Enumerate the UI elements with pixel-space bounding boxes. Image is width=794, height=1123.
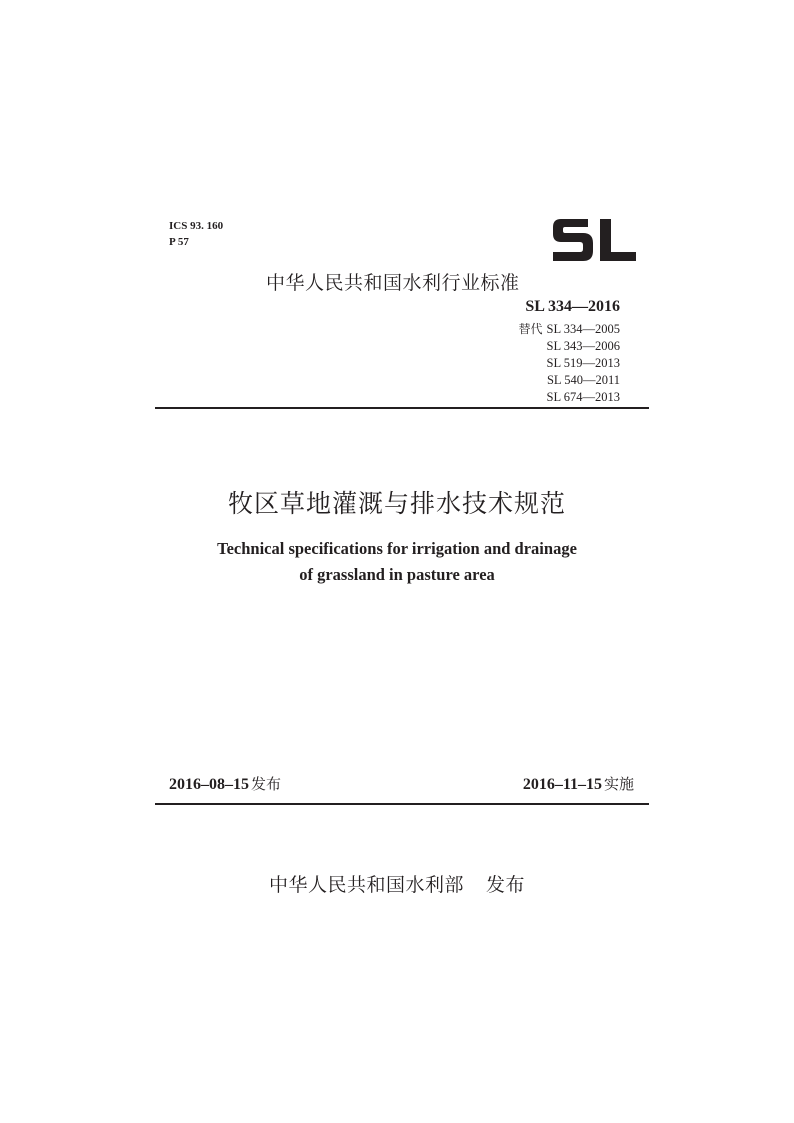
issue-date: [169, 773, 281, 794]
english-title-line: of grassland in pasture area: [299, 565, 495, 584]
replaced-standard: SL 674—2013: [546, 390, 620, 404]
replaces-label: 替代: [518, 322, 543, 336]
implementation-label: 实施: [603, 775, 634, 793]
classification-codes: [169, 218, 223, 250]
top-divider: [155, 407, 649, 409]
replaced-standard: 替代 SL 334—2005: [518, 322, 620, 336]
ics-code: ICS 93. 160: [169, 220, 224, 232]
issue-date-value: 2016–08–15: [169, 776, 249, 793]
bottom-divider: [155, 803, 649, 805]
implementation-date-value: 2016–11–15: [522, 776, 602, 793]
chinese-title: 牧区草地灌溉与排水技术规范: [227, 489, 566, 518]
publish-label: 发布: [486, 874, 526, 896]
ccs-code: P 57: [169, 236, 189, 248]
issue-label: 发布: [251, 775, 282, 793]
replaced-standards: [518, 321, 620, 406]
replaced-standard: SL 540—2011: [546, 373, 620, 387]
publisher: [0, 870, 794, 897]
standard-class-title: 中华人民共和国水利行业标准: [266, 272, 520, 294]
replaced-standard: SL 343—2006: [546, 339, 620, 353]
english-title-line: Technical specifications for irrigation and drainage: [217, 539, 577, 558]
sl-logo: [548, 214, 638, 264]
english-title: [0, 536, 794, 588]
implementation-date: [523, 773, 634, 794]
standard-number: SL 334—2016: [525, 298, 620, 315]
publisher-name: 中华人民共和国水利部: [268, 874, 464, 896]
replaced-standard: SL 519—2013: [546, 356, 620, 370]
